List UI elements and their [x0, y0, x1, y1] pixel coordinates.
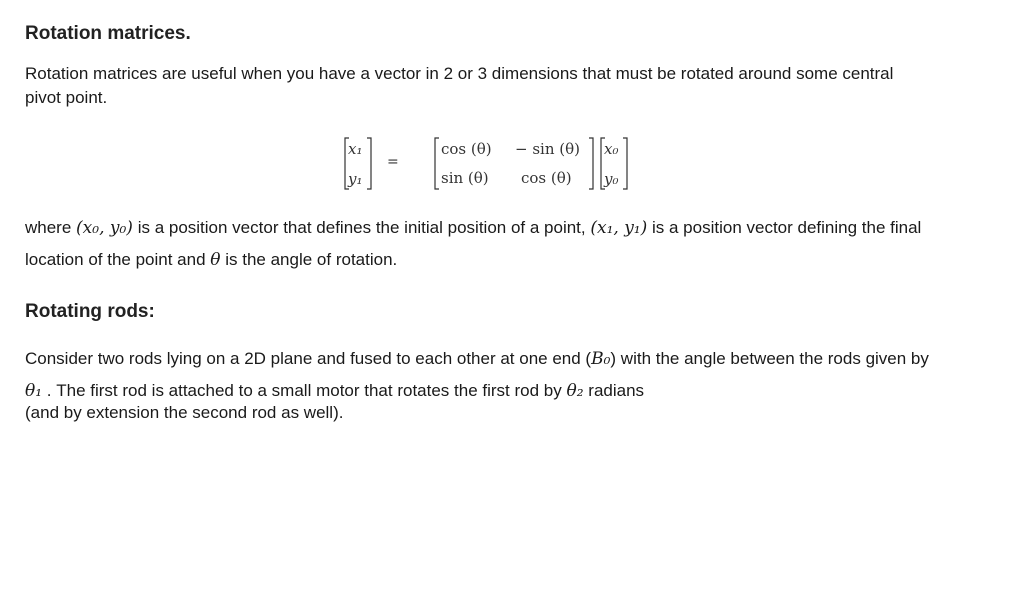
final-position-vector: (x₁, y₁): [590, 218, 648, 238]
theta2-symbol: θ₂: [566, 381, 584, 401]
where-text-3: is a position vector defining the final location of the point and: [25, 218, 922, 269]
where-paragraph: [25, 212, 945, 276]
matrix-a12: − sin (θ): [515, 140, 580, 158]
rods-text-2: ) with the angle between the rods given by: [610, 349, 929, 368]
rods-text-5: (and by extension the second rod as well).: [25, 403, 344, 422]
rotation-equation-svg: [343, 135, 643, 193]
matrix-a21: sin (θ): [441, 169, 489, 187]
lhs-y1: y₁: [348, 170, 363, 188]
theta-symbol: θ: [210, 250, 221, 270]
where-text-1: where: [25, 218, 72, 237]
where-text-4: is the angle of rotation.: [225, 250, 398, 269]
matrix-a11: cos (θ): [441, 140, 492, 158]
rhs-y0: y₀: [604, 170, 619, 188]
initial-position-vector: (x₀, y₀): [76, 218, 133, 238]
matrix-a22: cos (θ): [521, 169, 572, 187]
lhs-x1: x₁: [348, 140, 363, 158]
rhs-right-bracket: [623, 138, 627, 189]
rods-text-1: Consider two rods lying on a 2D plane and fused to each other at one end (: [25, 349, 592, 368]
section-heading-rotation-matrices: Rotation matrices.: [25, 23, 191, 44]
where-text-2: is a position vector that defines the initial position of a point,: [137, 218, 586, 237]
rods-text-3: . The first rod is attached to a small motor that rotates the first rod by: [46, 381, 562, 400]
theta1-symbol: θ₁: [25, 381, 43, 401]
lhs-right-bracket: [367, 138, 371, 189]
matrix-right-bracket: [589, 138, 593, 189]
b0-symbol: B₀: [591, 349, 611, 369]
rhs-x0: x₀: [604, 140, 619, 158]
matrix-left-bracket: [435, 138, 439, 189]
section-heading-rotating-rods: Rotating rods:: [25, 301, 155, 322]
intro-paragraph: Rotation matrices are useful when you have a vector in 2 or 3 dimensions that must be rotated around some central pivot point.: [25, 64, 894, 107]
rods-text-4: radians: [588, 381, 645, 400]
rods-paragraph: [25, 343, 945, 425]
rotation-equation: [343, 135, 643, 193]
equals-sign: =: [387, 154, 399, 170]
